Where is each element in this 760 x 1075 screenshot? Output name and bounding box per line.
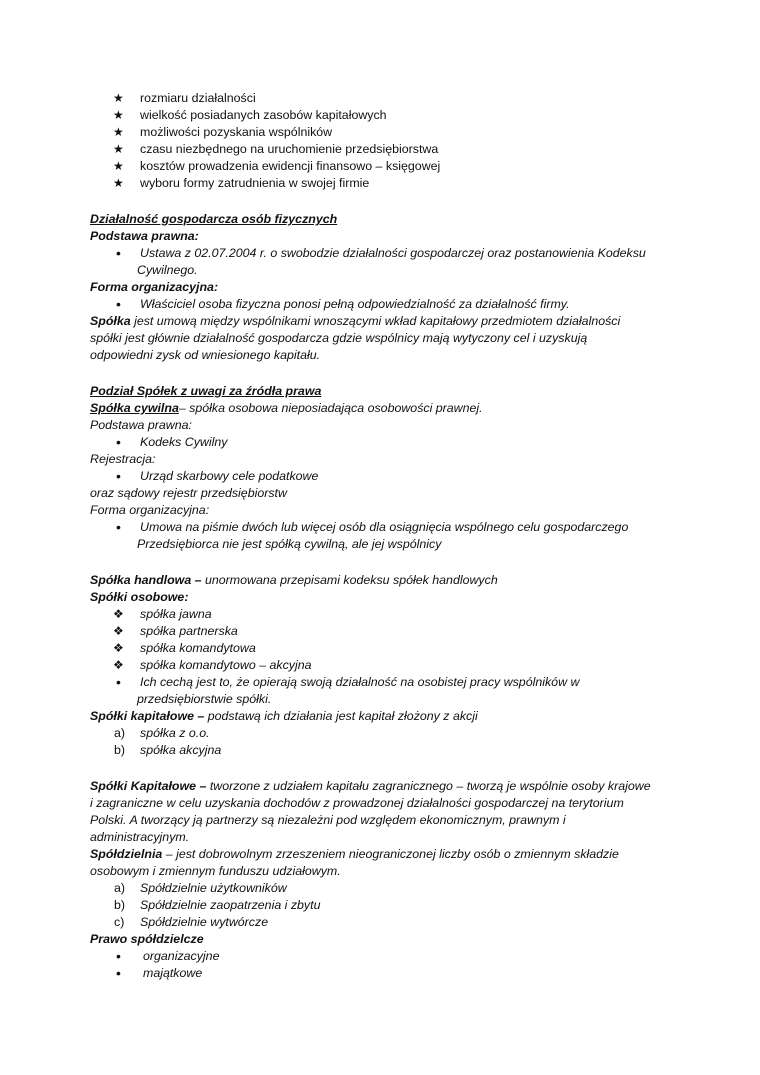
label-personal-companies: Spółki osobowe: (90, 590, 189, 604)
list-marker: b) (114, 743, 126, 757)
list-item: spółka jawna (140, 607, 212, 621)
list-item: czasu niezbędnego na uruchomienie przedsiębiorstwa (140, 142, 439, 156)
list-item: rozmiaru działalności (140, 91, 256, 105)
list-item: spółka z o.o. (140, 726, 210, 740)
paragraph-line: oraz sądowy rejestr przedsiębiorstw (90, 486, 287, 500)
list-item: kosztów prowadzenia ewidencji finansowo – księgowej (140, 159, 441, 173)
list-marker: a) (114, 881, 126, 895)
list-item: Umowa na piśmie dwóch lub więcej osób dla osiągnięcia wspólnego celu gospodarczego (140, 520, 629, 534)
list-item: wyboru formy zatrudnienia w swojej firmie (140, 176, 370, 190)
list-item: spółka akcyjna (140, 743, 222, 757)
term-capital-companies-foreign: Spółki Kapitałowe – (90, 779, 207, 793)
star-icon: ★ (113, 159, 124, 173)
term-civil-company: Spółka cywilna (90, 401, 179, 415)
bullet-icon: • (116, 965, 121, 981)
term-capital-companies: Spółki kapitałowe – (90, 709, 205, 723)
list-item: możliwości pozyskania wspólników (140, 125, 333, 139)
label-registration: Rejestracja: (90, 452, 156, 466)
paragraph-line: Spółka jest umową między wspólnikami wnoszącymi wkład kapitałowy przedmiotem działalności (90, 314, 621, 328)
term-trade-company: Spółka handlowa – (90, 573, 202, 587)
list-marker: b) (114, 898, 126, 912)
list-item: Ustawa z 02.07.2004 r. o swobodzie działalności gospodarczej oraz postanowienia Kodeksu (140, 246, 646, 260)
star-icon: ★ (113, 91, 124, 105)
paragraph-line: spółki jest głównie działalność gospodarcza gdzie wspólnicy mają wytyczony cel i uzyskują (90, 331, 588, 345)
star-icon: ★ (113, 176, 124, 190)
bullet-icon: • (116, 245, 121, 261)
list-item: spółka komandytowa (140, 641, 256, 655)
list-item: spółka partnerska (140, 624, 238, 638)
star-icon: ★ (113, 108, 124, 122)
list-item: Właściciel osoba fizyczna ponosi pełną odpowiedzialność za działalność firmy. (140, 297, 570, 311)
list-item: Spółdzielnie użytkowników (140, 881, 287, 895)
list-item: Spółdzielnie wytwórcze (140, 915, 269, 929)
paragraph-line: Spółki Kapitałowe – tworzone z udziałem kapitału zagranicznego – tworzą je wspólnie osoby krajowe (90, 779, 651, 793)
list-item: spółka komandytowo – akcyjna (140, 658, 312, 672)
diamond-icon: ❖ (113, 607, 124, 621)
bullet-icon: • (116, 468, 121, 484)
label-org-form: Forma organizacyjna: (90, 280, 219, 294)
paragraph-line: odpowiedni zysk od wniesionego kapitału. (90, 348, 321, 362)
bullet-icon: • (116, 948, 121, 964)
list-item: organizacyjne (143, 949, 220, 963)
paragraph-line: Spółki kapitałowe – podstawą ich działania jest kapitał złożony z akcji (90, 709, 478, 723)
section-heading: Podział Spółek z uwagi za źródła prawa (90, 384, 322, 398)
list-item-continuation: przedsiębiorstwie spółki. (137, 692, 272, 706)
paragraph-line: osobowym i zmiennym funduszu udziałowym. (90, 864, 341, 878)
list-item: majątkowe (143, 966, 203, 980)
diamond-icon: ❖ (113, 658, 124, 672)
diamond-icon: ❖ (113, 641, 124, 655)
list-item: wielkość posiadanych zasobów kapitałowych (140, 108, 387, 122)
label-legal-basis: Podstawa prawna: (90, 418, 192, 432)
list-item-continuation: Cywilnego. (137, 263, 198, 277)
list-item: Kodeks Cywilny (140, 435, 228, 449)
list-item: Spółdzielnie zaopatrzenia i zbytu (140, 898, 321, 912)
paragraph-line: Spółdzielnia – jest dobrowolnym zrzeszeniem nieograniczonej liczby osób o zmiennym składzie (90, 847, 619, 861)
paragraph-line: Spółka cywilna– spółka osobowa nieposiadająca osobowości prawnej. (90, 401, 483, 415)
bullet-icon: • (116, 434, 121, 450)
paragraph-line: Spółka handlowa – unormowana przepisami kodeksu spółek handlowych (90, 573, 498, 587)
paragraph-line: administracyjnym. (90, 830, 190, 844)
label-org-form: Forma organizacyjna: (90, 503, 210, 517)
label-cooperative-law: Prawo spółdzielcze (90, 932, 204, 946)
list-item: Ich cechą jest to, że opierają swoją działalność na osobistej pracy wspólników w (140, 675, 580, 689)
list-item-continuation: Przedsiębiorca nie jest spółką cywilną, ale jej wspólnicy (137, 537, 442, 551)
star-icon: ★ (113, 125, 124, 139)
section-heading: Działalność gospodarcza osób fizycznych (90, 212, 338, 226)
list-marker: c) (114, 915, 125, 929)
bullet-icon: • (116, 674, 121, 690)
paragraph-line: Polski. A tworzący ją partnerzy są niezależni pod względem ekonomicznym, prawnym i (90, 813, 566, 827)
list-item: Urząd skarbowy cele podatkowe (140, 469, 319, 483)
bullet-icon: • (116, 296, 121, 312)
bullet-icon: • (116, 519, 121, 535)
star-icon: ★ (113, 142, 124, 156)
list-marker: a) (114, 726, 126, 740)
term-cooperative: Spółdzielnia (90, 847, 163, 861)
term-spolka: Spółka (90, 314, 131, 328)
paragraph-line: i zagraniczne w celu uzyskania dochodów z prowadzonej działalności gospodarczej na terytorium (90, 796, 624, 810)
diamond-icon: ❖ (113, 624, 124, 638)
label-legal-basis: Podstawa prawna: (90, 229, 199, 243)
